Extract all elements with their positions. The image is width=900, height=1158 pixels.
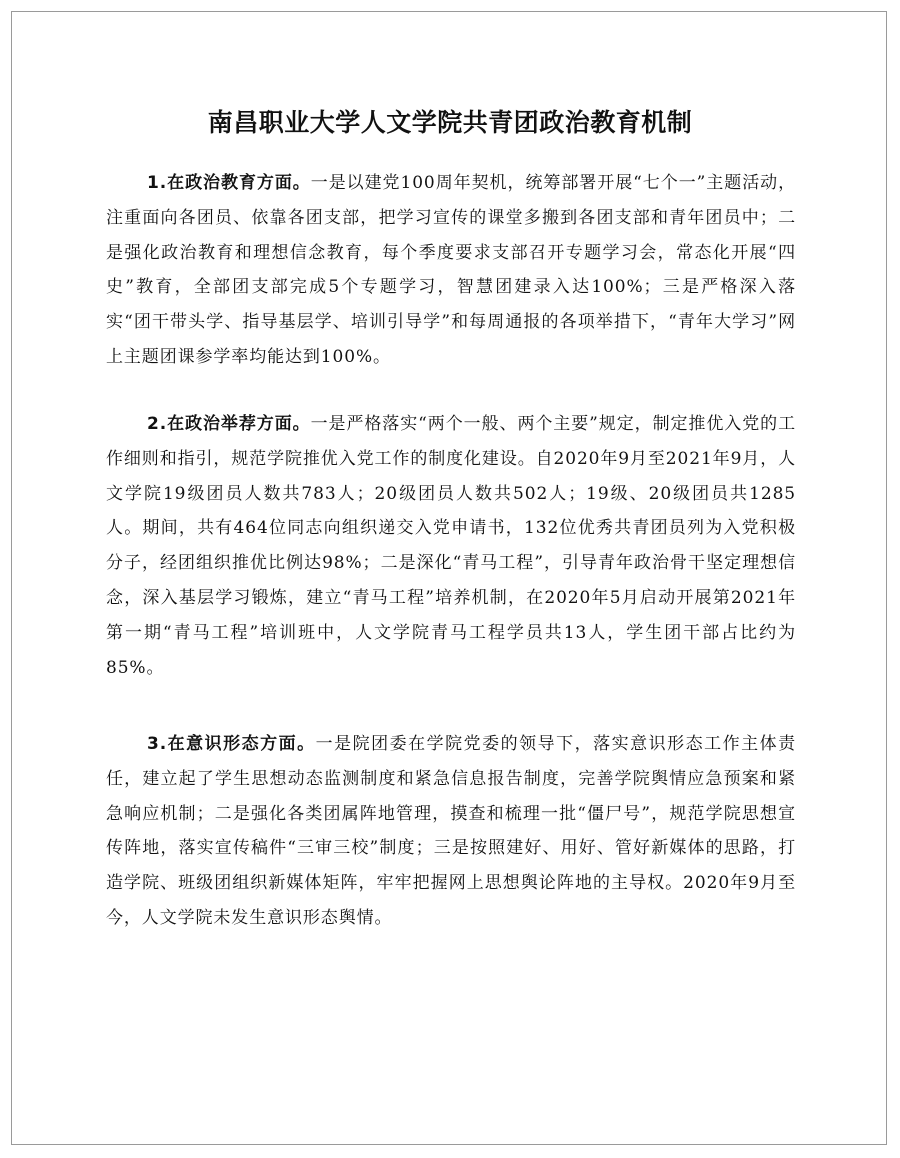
- section-political-recommendation: [106, 407, 796, 685]
- section-heading: 1.在政治教育方面。: [147, 173, 311, 193]
- section-body: 一是严格落实“两个一般、两个主要”规定，制定推优入党的工作细则和指引，规范学院推优入党工作的制度化建设。自2020年9月至2021年9月，人文学院19级团员人数共783人；20级团员人数共502人；19级、20级团员共1285人。期间，共有464位同志向组织递交入党申请书，132位优秀共青团员列为入党积极分子，经团组织推优比例达98%；二是深化“青马工程”，引导青年政治骨干坚定理想信念，深入基层学习锻炼，建立“青马工程”培养机制，在2020年5月启动开展第2021年第一期“青马工程”培训班中，人文学院青马工程学员共13人，学生团干部占比约为85%。: [106, 414, 796, 678]
- section-body: 一是以建党100周年契机，统筹部署开展“七个一”主题活动，注重面向各团员、依靠各团支部，把学习宣传的课堂多搬到各团支部和青年团员中；二是强化政治教育和理想信念教育，每个季度要求支部召开专题学习会，常态化开展“四史”教育，全部团支部完成5个专题学习，智慧团建录入达100%；三是严格深入落实“团干带头学、指导基层学、培训引导学”和每周通报的各项举措下，“青年大学习”网上主题团课参学率均能达到100%。: [106, 173, 796, 367]
- section-heading: 2.在政治举荐方面。: [147, 414, 311, 434]
- section-ideology: [106, 727, 796, 936]
- document-title: 南昌职业大学人文学院共青团政治教育机制: [207, 108, 693, 137]
- section-body: 一是院团委在学院党委的领导下，落实意识形态工作主体责任，建立起了学生思想动态监测制度和紧急信息报告制度，完善学院舆情应急预案和紧急响应机制；二是强化各类团属阵地管理，摸查和梳理一批“僵尸号”，规范学院思想宣传阵地，落实宣传稿件“三审三校”制度；三是按照建好、用好、管好新媒体的思路，打造学院、班级团组织新媒体矩阵，牢牢把握网上思想舆论阵地的主导权。2020年9月至今，人文学院未发生意识形态舆情。: [106, 734, 796, 928]
- section-heading: 3.在意识形态方面。: [147, 734, 316, 754]
- section-political-education: [106, 166, 796, 375]
